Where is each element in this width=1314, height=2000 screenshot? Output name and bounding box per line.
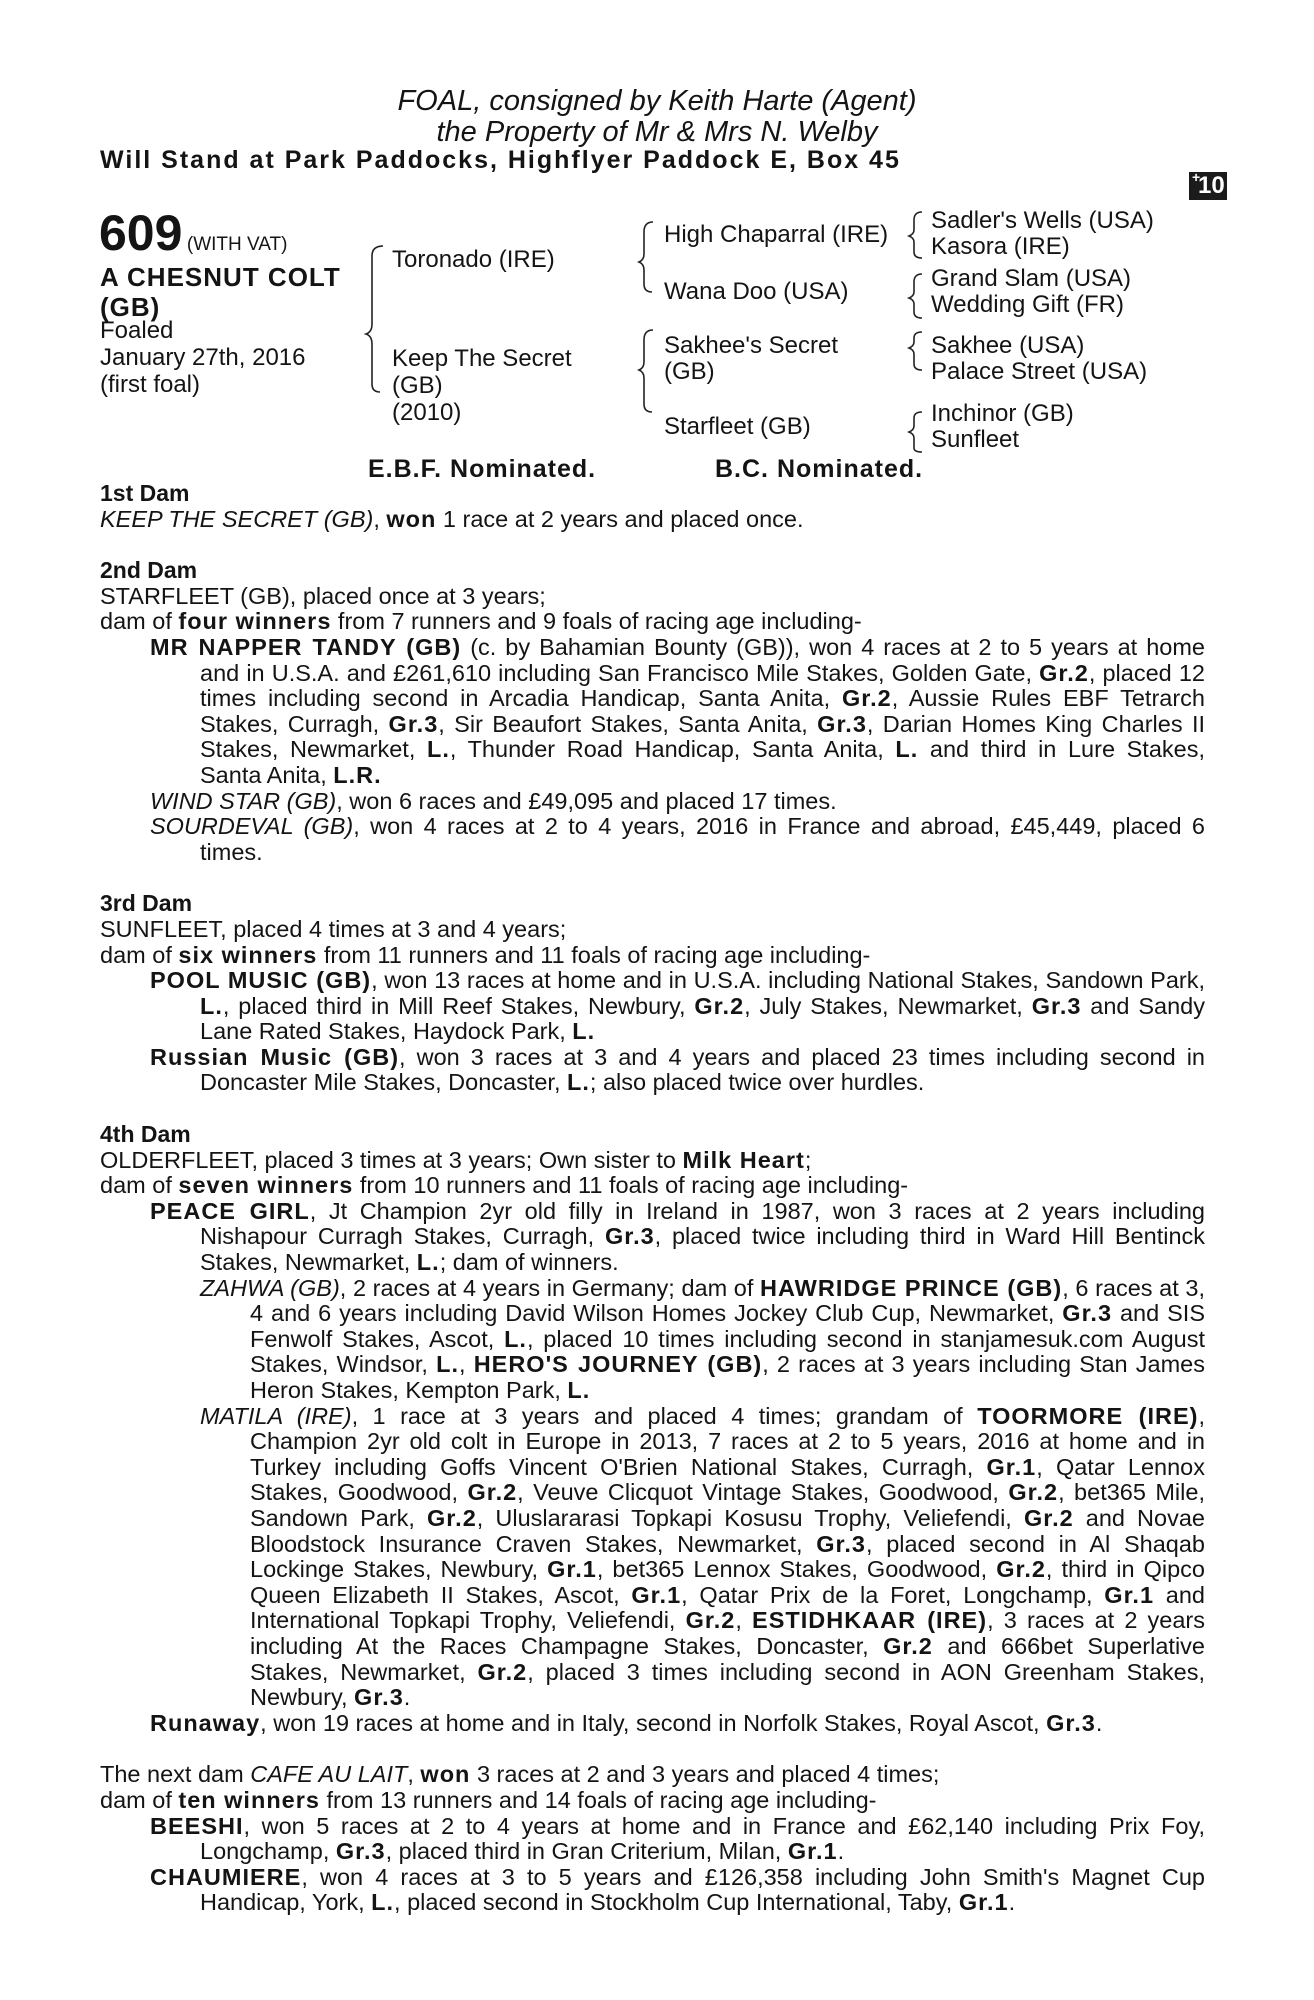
- nextdam-damof: dam of ten winners from 13 runners and 14 foals of racing age including-: [100, 1786, 877, 1813]
- ssd: Kasora (IRE): [931, 233, 1070, 260]
- sss: Sadler's Wells (USA): [931, 207, 1154, 234]
- header-line-1: FOAL, consigned by Keith Harte (Agent): [397, 85, 917, 117]
- dam4-progeny-peace-girl: PEACE GIRL, Jt Champion 2yr old filly in Ireland in 1987, won 3 races at 2 years including Nishapour Curragh Stakes, Curragh, Gr.3, placed twice including third in Ward Hill Bentinck Stakes, Newmarket, L.; dam of winners.: [150, 1197, 1206, 1276]
- badge-number: 10: [1198, 172, 1225, 199]
- dam3-heading: 3rd Dam: [100, 890, 193, 917]
- header-line-2: the Property of Mr & Mrs N. Welby: [436, 116, 878, 148]
- sire-dam: Wana Doo (USA): [664, 278, 849, 305]
- stand-location: Will Stand at Park Paddocks, Highflyer Paddock E, Box 45: [100, 146, 901, 174]
- colt-line-2: (GB): [100, 292, 161, 322]
- lot-number: 609: [99, 205, 183, 261]
- foaled-date: January 27th, 2016: [100, 344, 306, 371]
- dam1-text: KEEP THE SECRET (GB), won 1 race at 2 years and placed once.: [100, 505, 804, 532]
- dsd: Palace Street (USA): [931, 358, 1148, 385]
- dam4-damof: dam of seven winners from 10 runners and 11 foals of racing age including-: [100, 1172, 909, 1199]
- dam2-progeny-3: SOURDEVAL (GB), won 4 races at 2 to 4 years, 2016 in France and abroad, £45,449, placed 6 times.: [150, 813, 1205, 865]
- dam4-progeny-matila: MATILA (IRE), 1 race at 3 years and placed 4 times; grandam of TOORMORE (IRE), Champion 2yr old colt in Europe in 2013, 7 races at 2 to 5 years, 2016 at home and in Turkey including Goffs Vincent O'Brien National Stakes, Curragh, Gr.1, Qatar Lennox Stakes, Goodwood, Gr.2, Veuve Clicquot Vintage Stakes, Goodwood, Gr.2, bet365 Mile, Sandown Park, Gr.2, Uluslararasi Topkapi Kosusu Trophy, Veliefendi, Gr.2 and Novae Bloodstock Insurance Craven Stakes, Newmarket, Gr.3, placed second in Al Shaqab Lockinge Stakes, Newbury, Gr.1, bet365 Lennox Stakes, Goodwood, Gr.2, third in Qipco Queen Elizabeth II Stakes, Ascot, Gr.1, Qatar Prix de la Foret, Longchamp, Gr.1 and International Topkapi Trophy, Veliefendi, Gr.2, ESTIDHKAAR (IRE), 3 races at 2 years including At the Races Champagne Stakes, Doncaster, Gr.2 and 666bet Superlative Stakes, Newmarket, Gr.2, placed 3 times including second in AON Greenham Stakes, Newbury, Gr.3.: [200, 1402, 1206, 1711]
- sire: Toronado (IRE): [392, 246, 555, 273]
- dam3-line1: SUNFLEET, placed 4 times at 3 and 4 years;: [100, 915, 567, 942]
- dam4-progeny-zahwa: ZAHWA (GB), 2 races at 4 years in Germany; dam of HAWRIDGE PRINCE (GB), 6 races at 3, 4 and 6 years including David Wilson Homes Jockey Club Cup, Newmarket, Gr.3 and SIS Fenwolf Stakes, Ascot, L., placed 10 times including second in stanjamesuk.com August Stakes, Windsor, L., HERO'S JOURNEY (GB), 2 races at 3 years including Stan James Heron Stakes, Kempton Park, L.: [200, 1274, 1206, 1403]
- foal-note: (first foal): [100, 371, 201, 398]
- nextdam-progeny-beeshi: BEESHI, won 5 races at 2 to 4 years at home and in France and £62,140 including Prix Foy, Longchamp, Gr.3, placed third in Gran Criterium, Milan, Gr.1.: [150, 1812, 1205, 1865]
- dam-dam: Starfleet (GB): [664, 413, 811, 440]
- colt-line-1: A CHESNUT COLT: [100, 262, 341, 292]
- dam-year: (2010): [392, 399, 462, 426]
- foaled-label: Foaled: [100, 317, 174, 344]
- dam2-line1: STARFLEET (GB), placed once at 3 years;: [100, 582, 546, 609]
- nextdam-line1: The next dam CAFE AU LAIT, won 3 races at 2 and 3 years and placed 4 times;: [100, 1761, 940, 1788]
- dam2-damof: dam of four winners from 7 runners and 9 foals of racing age including-: [100, 608, 862, 635]
- dss: Sakhee (USA): [931, 332, 1085, 359]
- bc-nominated: B.C. Nominated.: [715, 455, 924, 483]
- dam-sire-country: (GB): [664, 358, 715, 385]
- dam-sire: Sakhee's Secret: [664, 332, 839, 359]
- dam: Keep The Secret: [392, 345, 572, 372]
- nextdam-progeny-chaumiere: CHAUMIERE, won 4 races at 3 to 5 years and £126,358 including John Smith's Magnet Cup Handicap, York, L., placed second in Stockholm Cup International, Taby, Gr.1.: [150, 1863, 1205, 1916]
- sdd: Wedding Gift (FR): [931, 291, 1124, 318]
- catalogue-body: [100, 481, 1205, 1916]
- dam2-heading: 2nd Dam: [100, 557, 198, 584]
- sire-sire: High Chaparral (IRE): [664, 221, 889, 248]
- dam3-progeny-1: POOL MUSIC (GB), won 13 races at home and in U.S.A. including National Stakes, Sandown Park, L., placed third in Mill Reef Stakes, Newbury, Gr.2, July Stakes, Newmarket, Gr.3 and Sandy Lane Rated Stakes, Haydock Park, L.: [150, 967, 1206, 1045]
- ddd: Sunfleet: [931, 426, 1020, 453]
- dam3-progeny-2: Russian Music (GB), won 3 races at 3 and 4 years and placed 23 times including second in Doncaster Mile Stakes, Doncaster, L.; also placed twice over hurdles.: [150, 1043, 1205, 1096]
- dds: Inchinor (GB): [931, 400, 1074, 427]
- dam4-line1: OLDERFLEET, placed 3 times at 3 years; Own sister to Milk Heart;: [100, 1146, 812, 1173]
- dam4-heading: 4th Dam: [100, 1121, 191, 1148]
- vat-label: (WITH VAT): [186, 234, 288, 255]
- dam4-progeny-runaway: Runaway, won 19 races at home and in Italy, second in Norfolk Stakes, Royal Ascot, Gr.3.: [150, 1709, 1103, 1736]
- dam1-heading: 1st Dam: [100, 480, 190, 506]
- pedigree-braces: [0, 0, 1314, 480]
- dam2-progeny-2: WIND STAR (GB), won 6 races and £49,095 and placed 17 times.: [150, 787, 837, 814]
- dam3-damof: dam of six winners from 11 runners and 11 foals of racing age including-: [100, 941, 871, 968]
- dam-country: (GB): [392, 372, 443, 399]
- dam2-progeny-1: MR NAPPER TANDY (GB) (c. by Bahamian Bounty (GB)), won 4 races at 2 to 5 years at home and in U.S.A. and £261,610 including San Francisco Mile Stakes, Golden Gate, Gr.2, placed 12 times including second in Arcadia Handicap, Santa Anita, Gr.2, Aussie Rules EBF Tetrarch Stakes, Curragh, Gr.3, Sir Beaufort Stakes, Santa Anita, Gr.3, Darian Homes King Charles II Stakes, Newmarket, L., Thunder Road Handicap, Santa Anita, L. and third in Lure Stakes, Santa Anita, L.R.: [150, 633, 1206, 788]
- badge-plus: +: [1192, 169, 1201, 185]
- sds: Grand Slam (USA): [931, 265, 1132, 292]
- ebf-nominated: E.B.F. Nominated.: [368, 455, 597, 483]
